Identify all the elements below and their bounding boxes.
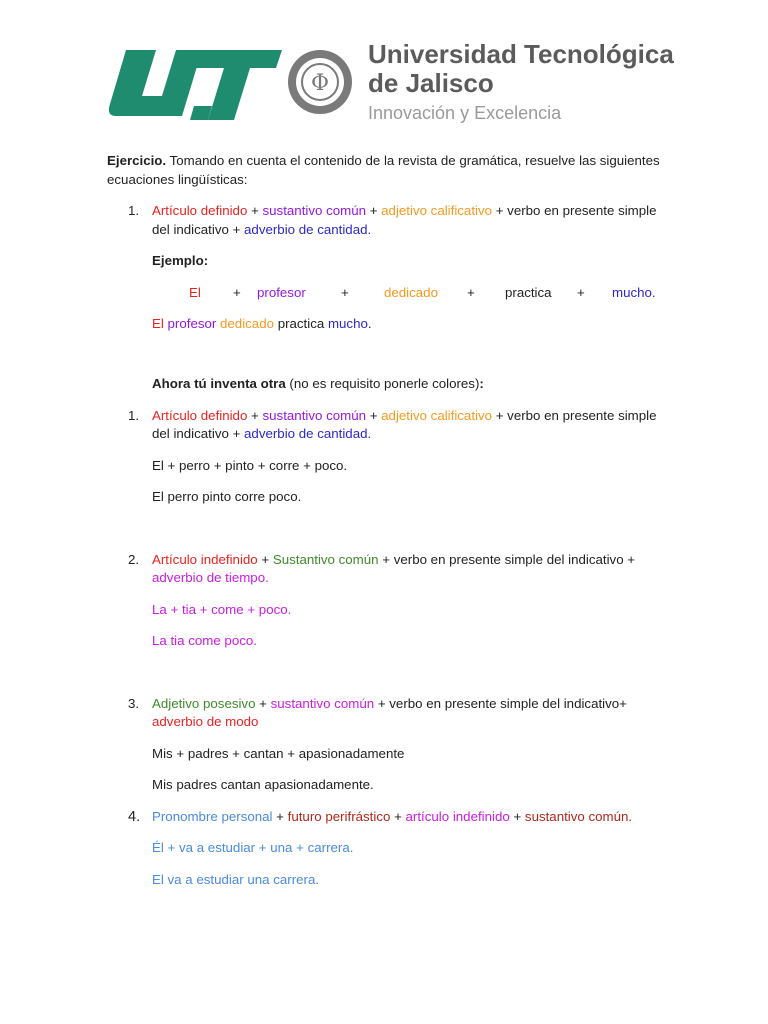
answer-3-sentence: Mis padres cantan apasionadamente. — [152, 777, 374, 792]
answer-2: 2. Artículo indefinido + Sustantivo común + verbo en presente simple del indicativo + adverbio de tiempo. La + tia + come + poco. La tia come poco. — [107, 551, 667, 651]
answer-2-sentence: La tia come poco. — [152, 633, 257, 648]
answer-3-equation: Mis + padres + cantan + apasionadamente — [152, 745, 405, 761]
invent-prompt: Ahora tú inventa otra (no es requisito ponerle colores): — [152, 376, 484, 391]
example-sentence: El profesor dedicado practica mucho. — [152, 315, 372, 331]
answer-1-sentence: El perro pinto corre poco. — [152, 489, 302, 504]
university-motto: Innovación y Excelencia — [368, 103, 562, 123]
answer-4-sentence: El va a estudiar una carrera. — [152, 871, 320, 887]
answer-2-equation: La + tia + come + poco. — [152, 601, 292, 617]
answer-4-equation: Él + va a estudiar + una + carrera. — [152, 840, 354, 855]
utj-logo — [104, 40, 284, 124]
answer-1-equation: El + perro + pinto + corre + poco. — [152, 457, 348, 473]
university-name: Universidad Tecnológica de Jalisco — [368, 39, 674, 98]
example-equation: El + profesor + dedicado + practica + mucho. — [189, 284, 656, 300]
svg-text:Φ: Φ — [310, 71, 330, 96]
answer-1: 1. Artículo definido + sustantivo común + adjetivo calificativo + verbo en presente simple del indicativo + adverbio de cantidad. El + perro + pinto + corre + poco. El perro pinto corre poco. — [107, 407, 667, 507]
seal-icon — [284, 42, 356, 122]
answer-4: 4. Pronombre personal + futuro perifrástico + artículo indefinido + sustantivo común. Él + va a estudiar + una + carrera. El va a estudiar una carrera. — [107, 808, 667, 890]
document-body — [107, 152, 667, 889]
exercise-intro: Ejercicio. Tomando en cuenta el contenido de la revista de gramática, resuelve las siguientes ecuaciones lingüísticas: — [107, 153, 660, 187]
equation-1: 1. Artículo definido + sustantivo común + adjetivo calificativo + verbo en presente simple del indicativo + adverbio de cantidad. — [128, 203, 657, 237]
example-label: Ejemplo: — [152, 253, 209, 268]
header — [104, 40, 674, 126]
answer-3: 3. Adjetivo posesivo + sustantivo común + verbo en presente simple del indicativo+ adverbio de modo Mis + padres + cantan + apasionadamente Mis padres cantan apasionadamente. — [107, 695, 667, 795]
